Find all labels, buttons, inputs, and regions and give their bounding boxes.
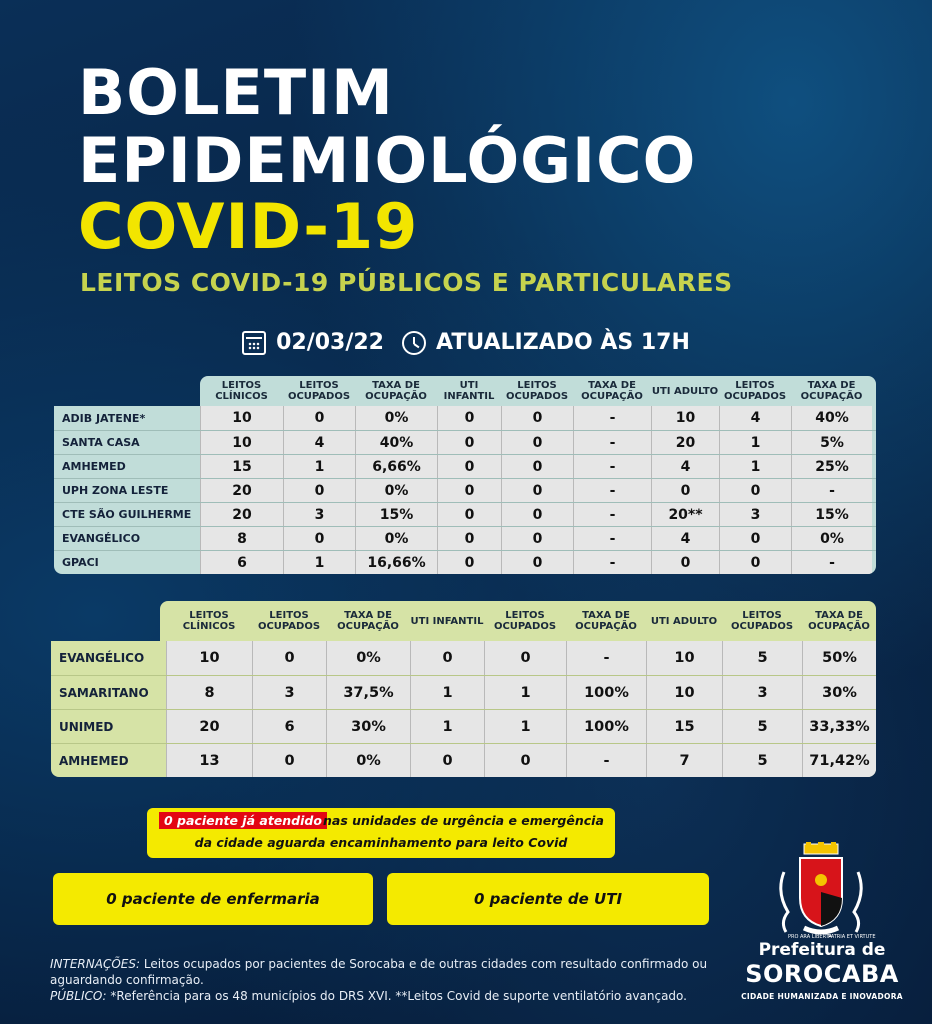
column-header: LEITOS OCUPADOS <box>257 610 321 632</box>
table-cell: - <box>573 406 651 430</box>
table-cell: 0 <box>501 479 573 502</box>
row-values <box>200 479 872 502</box>
table-cell: 15% <box>791 503 872 526</box>
table-row <box>54 454 876 478</box>
subtitle: LEITOS COVID-19 PÚBLICOS E PARTICULARES <box>80 268 733 297</box>
table-cell: 0 <box>501 503 573 526</box>
table-cell: 0 <box>437 527 501 550</box>
table-cell: - <box>573 527 651 550</box>
table-header <box>160 601 876 641</box>
table-cell: 0 <box>651 551 719 574</box>
column-header: LEITOS OCUPADOS <box>730 610 794 632</box>
title-line-1: BOLETIM <box>78 56 394 129</box>
row-values <box>200 503 872 526</box>
table-cell: 1 <box>283 551 355 574</box>
table-cell: 30% <box>326 710 410 743</box>
table-cell: 15% <box>355 503 437 526</box>
column-header: LEITOS CLÍNICOS <box>182 610 236 632</box>
hospital-name: CTE SÃO GUILHERME <box>62 508 192 521</box>
internacoes-label: INTERNAÇÕES: <box>50 957 141 971</box>
row-values <box>166 710 876 743</box>
column-header: UTI INFANTIL <box>410 615 484 627</box>
row-values <box>200 455 872 478</box>
table-row <box>54 526 876 550</box>
column-header: TAXA DE OCUPAÇÃO <box>575 610 637 632</box>
table-cell: 4 <box>651 527 719 550</box>
publico-label: PÚBLICO: <box>50 989 107 1003</box>
column-header: LEITOS OCUPADOS <box>505 380 569 402</box>
city-crest-icon <box>766 842 876 942</box>
table-cell: 13 <box>166 744 252 777</box>
table-cell: 4 <box>651 455 719 478</box>
table-cell: 0% <box>355 527 437 550</box>
table-cell: - <box>573 551 651 574</box>
footnotes <box>50 956 730 1004</box>
table-cell: - <box>566 744 646 777</box>
table-cell: 0% <box>355 479 437 502</box>
table-row <box>51 675 876 709</box>
crest-ribbon-left: PRO ARA LIBERTA <box>788 934 832 940</box>
table-cell: - <box>566 641 646 675</box>
table-cell: 1 <box>719 455 791 478</box>
table-cell: 0 <box>437 551 501 574</box>
table-cell: - <box>791 479 872 502</box>
table-cell: 15 <box>646 710 722 743</box>
row-values <box>200 431 872 454</box>
table-cell: 0 <box>437 455 501 478</box>
table-cell: 37,5% <box>326 676 410 709</box>
table-cell: 5 <box>722 744 802 777</box>
table-cell: 20** <box>651 503 719 526</box>
column-header: TAXA DE OCUPAÇÃO <box>800 380 863 402</box>
title-covid: COVID-19 <box>78 190 419 263</box>
table-cell: 6 <box>252 710 326 743</box>
table-cell: 0 <box>719 527 791 550</box>
column-header: LEITOS CLÍNICOS <box>215 380 268 402</box>
notice-highlight: 0 paciente já atendido <box>159 812 327 829</box>
table-cell: 0 <box>410 744 484 777</box>
table-row <box>51 641 876 675</box>
table-cell: 6 <box>200 551 283 574</box>
table-cell: 8 <box>166 676 252 709</box>
table-cell: - <box>573 503 651 526</box>
table-cell: 0 <box>651 479 719 502</box>
table-cell: 5% <box>791 431 872 454</box>
table-cell: 15 <box>200 455 283 478</box>
table-row <box>54 478 876 502</box>
table-cell: 0 <box>283 406 355 430</box>
notice-line-1: nas unidades de urgência e emergência <box>323 813 604 828</box>
table-cell: 10 <box>646 641 722 675</box>
table-cell: 3 <box>283 503 355 526</box>
table-cell: 0 <box>484 744 566 777</box>
logo-line-1: Prefeitura de <box>758 940 886 960</box>
sorocaba-logo <box>736 836 908 1016</box>
internacoes-text: Leitos ocupados por pacientes de Sorocaba e de outras cidades com resultado confirmado ou aguardando confirmação. <box>50 957 708 987</box>
hospital-name: SANTA CASA <box>62 436 140 449</box>
table-cell: 0 <box>437 503 501 526</box>
publico-text: *Referência para os 48 municípios do DRS XVI. **Leitos Covid de suporte ventilatório avançado. <box>110 989 687 1003</box>
table-cell: 10 <box>646 676 722 709</box>
table-cell: 4 <box>719 406 791 430</box>
table-cell: 0 <box>437 431 501 454</box>
column-header: TAXA DE OCUPAÇÃO <box>808 610 870 632</box>
table-cell: 0 <box>484 641 566 675</box>
table-cell: 30% <box>802 676 876 709</box>
table-cell: 0 <box>410 641 484 675</box>
table-row <box>51 709 876 743</box>
hospital-name: AMHEMED <box>62 460 126 473</box>
table-cell: 0% <box>791 527 872 550</box>
table-cell: 10 <box>166 641 252 675</box>
title-line-2: EPIDEMIOLÓGICO <box>78 124 697 197</box>
hospital-name: EVANGÉLICO <box>59 651 145 665</box>
logo-tagline: CIDADE HUMANIZADA E INOVADORA <box>741 992 903 1001</box>
table-body <box>51 641 876 777</box>
updated-time: ATUALIZADO ÀS 17H <box>436 330 690 355</box>
column-header: TAXA DE OCUPAÇÃO <box>337 610 399 632</box>
table-cell: 100% <box>566 676 646 709</box>
table-cell: 0 <box>252 641 326 675</box>
table-cell: - <box>573 455 651 478</box>
ward-patients-box: 0 paciente de enfermaria <box>53 873 373 925</box>
column-header: LEITOS OCUPADOS <box>723 380 787 402</box>
row-values <box>166 744 876 777</box>
table-header <box>200 376 876 406</box>
table-cell: 1 <box>410 676 484 709</box>
calendar-icon <box>242 331 266 355</box>
table-cell: 5 <box>722 641 802 675</box>
table-cell: 0 <box>437 479 501 502</box>
table-cell: 0 <box>501 551 573 574</box>
table-cell: 1 <box>484 676 566 709</box>
table-cell: 0 <box>501 455 573 478</box>
hospital-name: UPH ZONA LESTE <box>62 484 169 497</box>
table-cell: 0 <box>501 431 573 454</box>
table-body <box>54 406 876 574</box>
table-cell: 3 <box>252 676 326 709</box>
table-cell: - <box>573 479 651 502</box>
table-cell: 0 <box>283 527 355 550</box>
table-row <box>54 550 876 574</box>
clock-icon <box>402 331 426 355</box>
footnote-publico <box>50 988 730 1004</box>
table-cell: 0 <box>719 551 791 574</box>
table-cell: 71,42% <box>802 744 876 777</box>
footnote-internacoes <box>50 956 730 988</box>
table-row <box>54 430 876 454</box>
table-cell: 0 <box>252 744 326 777</box>
pending-patients-notice <box>147 808 615 858</box>
table-cell: 40% <box>791 406 872 430</box>
column-header: LEITOS OCUPADOS <box>493 610 557 632</box>
table-cell: 1 <box>484 710 566 743</box>
row-values <box>200 527 872 550</box>
table-cell: 25% <box>791 455 872 478</box>
table-cell: 7 <box>646 744 722 777</box>
table-cell: 0% <box>355 406 437 430</box>
table-cell: 0% <box>326 744 410 777</box>
row-values <box>200 551 872 574</box>
table-cell: 1 <box>410 710 484 743</box>
date-line <box>0 330 932 355</box>
column-header: UTI INFANTIL <box>443 380 495 402</box>
table-cell: 100% <box>566 710 646 743</box>
hospital-name: UNIMED <box>59 719 114 734</box>
table-cell: 0 <box>283 479 355 502</box>
table-cell: 1 <box>283 455 355 478</box>
table-row <box>54 502 876 526</box>
table-cell: 3 <box>722 676 802 709</box>
table-cell: 0 <box>501 527 573 550</box>
column-header: TAXA DE OCUPAÇÃO <box>581 380 643 402</box>
column-header: TAXA DE OCUPAÇÃO <box>365 380 427 402</box>
row-values <box>166 641 876 675</box>
logo-line-2: SOROCABA <box>745 960 899 988</box>
crest-ribbon-right: PATRIA ET VIRTUTE <box>828 934 876 940</box>
table-cell: 20 <box>200 479 283 502</box>
row-values <box>166 676 876 709</box>
column-header: UTI ADULTO <box>651 385 719 397</box>
notice-line-2: da cidade aguarda encaminhamento para leito Covid <box>194 835 568 850</box>
table-row <box>51 743 876 777</box>
hospital-name: EVANGÉLICO <box>62 532 141 545</box>
table-cell: - <box>791 551 872 574</box>
column-header: LEITOS OCUPADOS <box>287 380 351 402</box>
table-cell: 10 <box>200 406 283 430</box>
table-cell: 6,66% <box>355 455 437 478</box>
table-cell: 3 <box>719 503 791 526</box>
hospital-name: SAMARITANO <box>59 685 149 700</box>
bulletin-date: 02/03/22 <box>276 330 384 355</box>
table-cell: 8 <box>200 527 283 550</box>
table-row <box>54 406 876 430</box>
table-cell: 16,66% <box>355 551 437 574</box>
table-cell: 10 <box>651 406 719 430</box>
table-cell: 20 <box>166 710 252 743</box>
table-cell: 20 <box>651 431 719 454</box>
table-cell: 50% <box>802 641 876 675</box>
hospital-name: GPACI <box>62 556 99 569</box>
icu-patients-box: 0 paciente de UTI <box>387 873 709 925</box>
table-cell: 0 <box>501 406 573 430</box>
hospital-name: ADIB JATENE* <box>62 411 146 425</box>
table-cell: 0 <box>437 406 501 430</box>
table-cell: 0 <box>719 479 791 502</box>
table-cell: 5 <box>722 710 802 743</box>
table-cell: 1 <box>719 431 791 454</box>
table-cell: - <box>573 431 651 454</box>
table-cell: 10 <box>200 431 283 454</box>
table-cell: 4 <box>283 431 355 454</box>
table-cell: 33,33% <box>802 710 876 743</box>
hospital-name: AMHEMED <box>59 753 129 768</box>
table-cell: 20 <box>200 503 283 526</box>
column-header: UTI ADULTO <box>650 615 718 627</box>
table-cell: 40% <box>355 431 437 454</box>
row-values <box>200 406 872 430</box>
table-cell: 0% <box>326 641 410 675</box>
